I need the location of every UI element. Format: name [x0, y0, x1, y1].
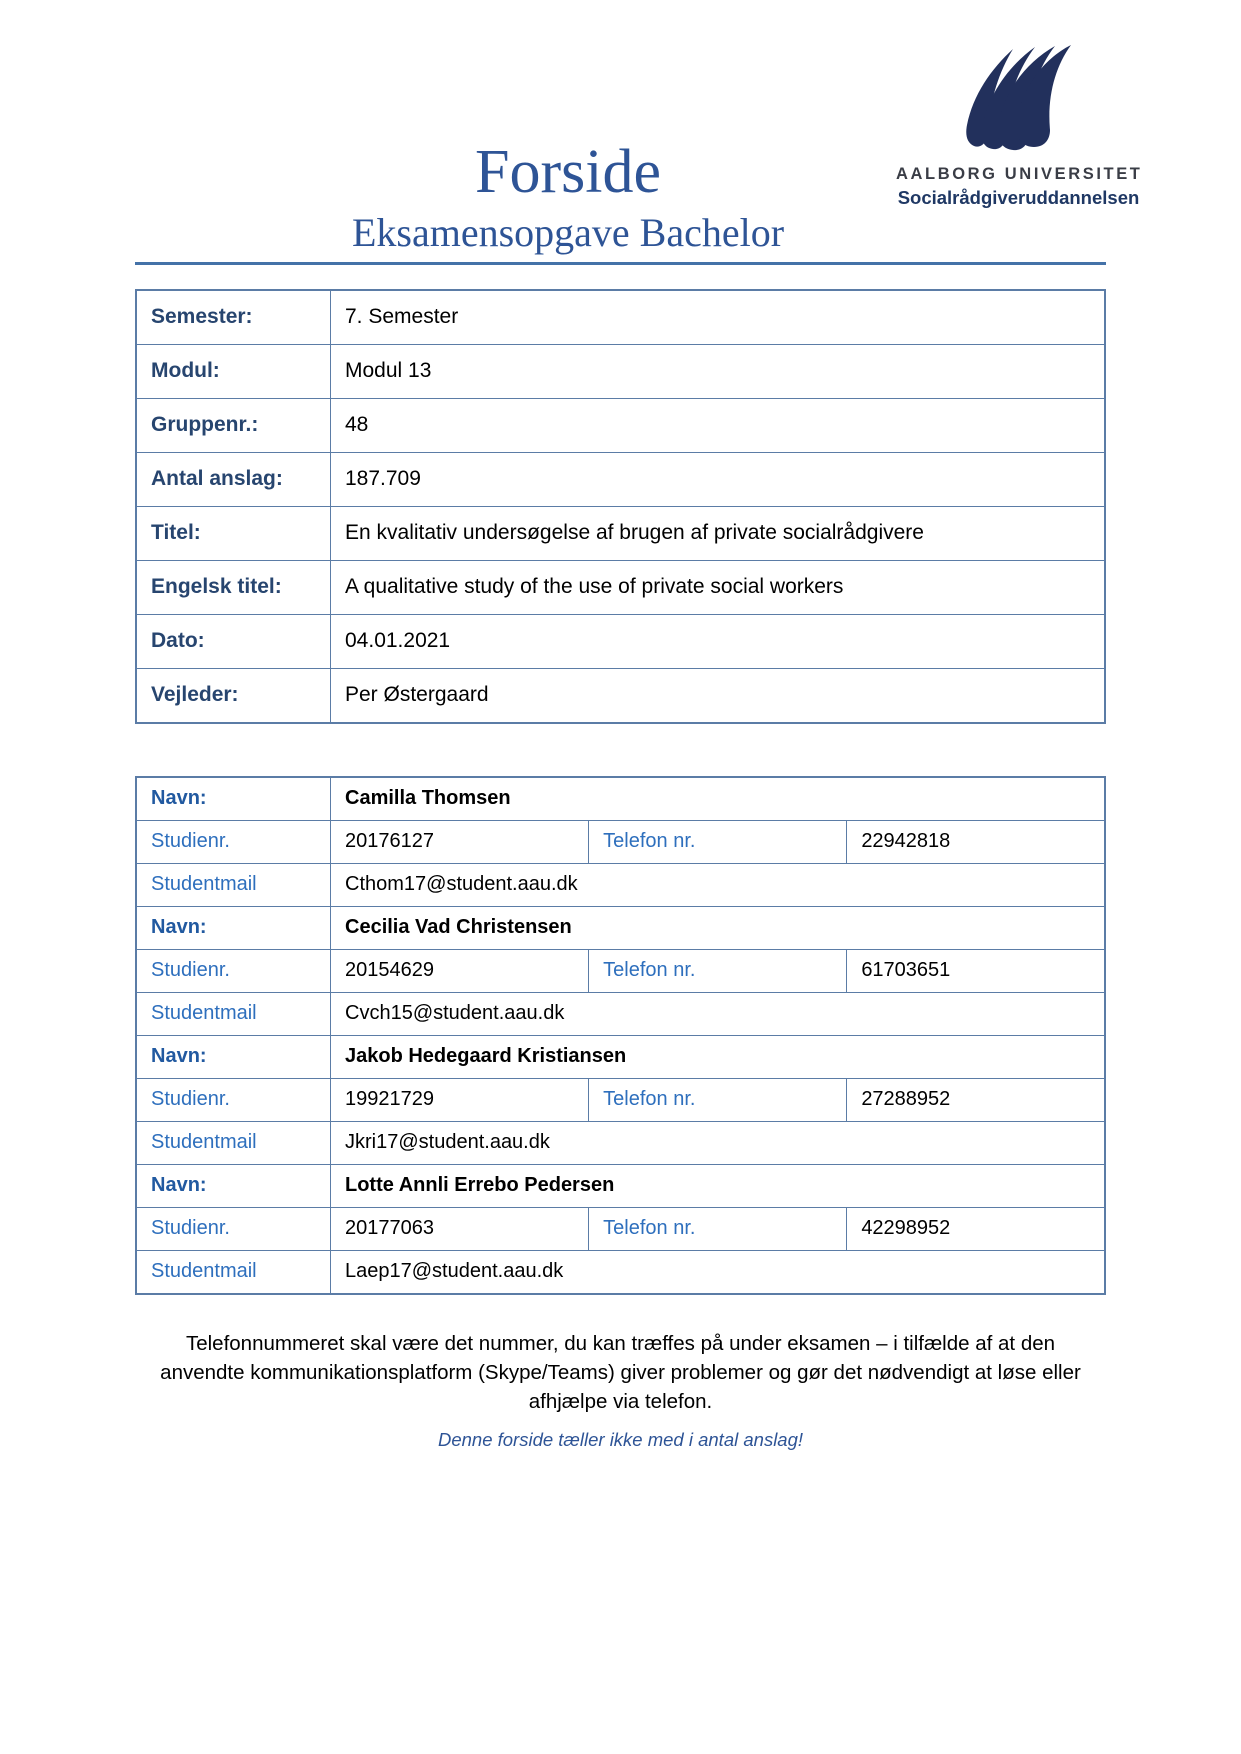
- info-label-modul: Modul:: [136, 345, 331, 399]
- info-value-vejleder: Per Østergaard: [331, 669, 1106, 724]
- table-row: [136, 821, 1105, 864]
- table-row: [136, 561, 1105, 615]
- phone-note: Telefonnummeret skal være det nummer, du kan træffes på under eksamen – i tilfælde af at den anvendte kommunikationsplatform (Skype/Teams) giver problemer og gør det nødvendigt at løse eller afhjælpe via telefon.: [160, 1332, 1081, 1414]
- student-4-telefon-value: 42298952: [847, 1208, 1105, 1251]
- table-row: [136, 864, 1105, 907]
- info-value-engelsk-titel: A qualitative study of the use of private social workers: [331, 561, 1106, 615]
- info-value-gruppenr: 48: [331, 399, 1106, 453]
- student-4-navn-value: Lotte Annli Errebo Pedersen: [331, 1165, 1106, 1208]
- student-4-studentmail-label: Studentmail: [136, 1251, 331, 1295]
- info-value-modul: Modul 13: [331, 345, 1106, 399]
- page-header: [135, 0, 1143, 265]
- student-1-navn-value: Camilla Thomsen: [331, 777, 1106, 821]
- student-1-telefon-label: Telefon nr.: [589, 821, 847, 864]
- student-3-studentmail-value: Jkri17@student.aau.dk: [331, 1122, 1106, 1165]
- page-subtitle: Eksamensopgave Bachelor: [351, 210, 785, 256]
- info-label-semester: Semester:: [136, 290, 331, 345]
- student-1-studienr-label: Studienr.: [136, 821, 331, 864]
- logo-university-name: AALBORG UNIVERSITET: [896, 165, 1143, 183]
- student-3-studienr-value: 19921729: [331, 1079, 589, 1122]
- page-title: Forside: [475, 138, 661, 206]
- table-row: [136, 907, 1105, 950]
- student-4-telefon-label: Telefon nr.: [589, 1208, 847, 1251]
- student-4-studentmail-value: Laep17@student.aau.dk: [331, 1251, 1106, 1295]
- student-1-navn-label: Navn:: [136, 777, 331, 821]
- student-1-studentmail-value: Cthom17@student.aau.dk: [331, 864, 1106, 907]
- students-table: [135, 776, 1106, 1295]
- student-1-studentmail-label: Studentmail: [136, 864, 331, 907]
- info-label-dato: Dato:: [136, 615, 331, 669]
- student-3-navn-value: Jakob Hedegaard Kristiansen: [331, 1036, 1106, 1079]
- student-4-studienr-value: 20177063: [331, 1208, 589, 1251]
- table-row: [136, 615, 1105, 669]
- aau-wave-logo-icon: [951, 45, 1086, 155]
- student-3-telefon-value: 27288952: [847, 1079, 1105, 1122]
- table-row: [136, 993, 1105, 1036]
- table-row: [136, 777, 1105, 821]
- student-2-navn-value: Cecilia Vad Christensen: [331, 907, 1106, 950]
- info-label-gruppenr: Gruppenr.:: [136, 399, 331, 453]
- info-value-antal-anslag: 187.709: [331, 453, 1106, 507]
- student-3-studentmail-label: Studentmail: [136, 1122, 331, 1165]
- table-row: [136, 453, 1105, 507]
- info-value-dato: 04.01.2021: [331, 615, 1106, 669]
- student-4-studienr-label: Studienr.: [136, 1208, 331, 1251]
- info-value-titel: En kvalitativ undersøgelse af brugen af private socialrådgivere: [331, 507, 1106, 561]
- student-2-studienr-value: 20154629: [331, 950, 589, 993]
- info-value-semester: 7. Semester: [331, 290, 1106, 345]
- table-row: [136, 1079, 1105, 1122]
- student-2-telefon-value: 61703651: [847, 950, 1105, 993]
- student-2-studentmail-label: Studentmail: [136, 993, 331, 1036]
- info-label-vejleder: Vejleder:: [136, 669, 331, 724]
- table-row: [136, 1165, 1105, 1208]
- student-1-telefon-value: 22942818: [847, 821, 1105, 864]
- student-2-studienr-label: Studienr.: [136, 950, 331, 993]
- student-4-navn-label: Navn:: [136, 1165, 331, 1208]
- student-2-navn-label: Navn:: [136, 907, 331, 950]
- table-row: [136, 1208, 1105, 1251]
- info-label-titel: Titel:: [136, 507, 331, 561]
- info-label-antal-anslag: Antal anslag:: [136, 453, 331, 507]
- student-3-navn-label: Navn:: [136, 1036, 331, 1079]
- cover-page-note: Denne forside tæller ikke med i antal anslag!: [437, 1429, 804, 1451]
- student-3-telefon-label: Telefon nr.: [589, 1079, 847, 1122]
- student-1-studienr-value: 20176127: [331, 821, 589, 864]
- table-row: [136, 507, 1105, 561]
- student-3-studienr-label: Studienr.: [136, 1079, 331, 1122]
- title-block: [135, 140, 1106, 256]
- header-divider: [135, 262, 1106, 265]
- student-2-telefon-label: Telefon nr.: [589, 950, 847, 993]
- table-row: [136, 1122, 1105, 1165]
- logo-program-name: Socialrådgiveruddannelsen: [897, 187, 1140, 208]
- table-row: [136, 1251, 1105, 1295]
- assignment-info-table: [135, 289, 1106, 724]
- table-row: [136, 1036, 1105, 1079]
- table-row: [136, 345, 1105, 399]
- table-row: [136, 290, 1105, 345]
- table-row: [136, 950, 1105, 993]
- info-label-engelsk-titel: Engelsk titel:: [136, 561, 331, 615]
- student-2-studentmail-value: Cvch15@student.aau.dk: [331, 993, 1106, 1036]
- table-row: [136, 399, 1105, 453]
- table-row: [136, 669, 1105, 724]
